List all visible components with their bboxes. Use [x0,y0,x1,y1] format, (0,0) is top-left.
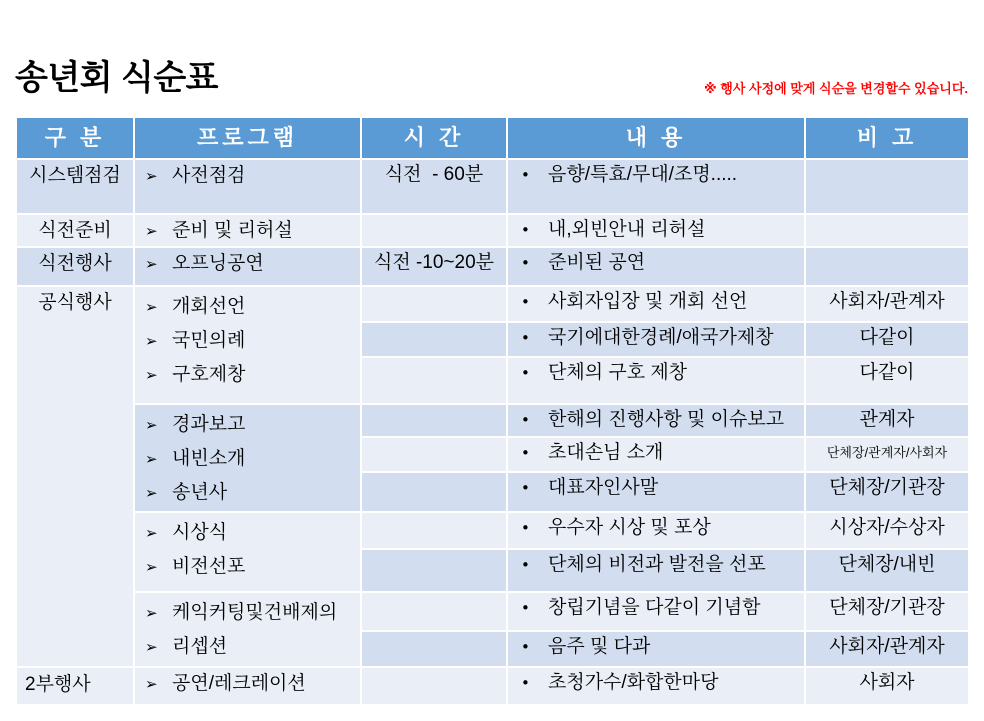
program-item [145,252,360,276]
bullet-icon: • [521,638,530,656]
content-text: 대표자인사말 [548,477,659,498]
bullet-icon: • [521,519,530,537]
time-cell [362,358,508,405]
bullet-icon: • [521,674,530,692]
content-cell [508,513,806,550]
content-cell [508,323,806,358]
program-label: 리셉션 [172,636,228,657]
content-cell [508,632,806,668]
program-label: 시상식 [172,522,228,543]
arrow-bullet-icon: ➢ [145,604,158,622]
program-item [145,630,360,664]
program-label: 사전점검 [172,165,246,186]
content-text: 국기에대한경례/애국가제창 [548,327,774,348]
content-cell [508,473,806,513]
header-section: 구 분 [17,118,135,160]
content-cell [508,438,806,473]
content-text: 단체의 비전과 발전을 선포 [548,554,766,575]
arrow-bullet-icon: ➢ [145,298,158,316]
program-label: 오프닝공연 [172,253,264,274]
program-cell [135,160,362,215]
content-cell [508,405,806,438]
arrow-bullet-icon: ➢ [145,255,158,273]
program-group [135,593,362,668]
program-item [145,672,360,696]
content-cell [508,358,806,405]
bullet-icon: • [521,293,530,311]
note-cell: 다같이 [806,358,968,405]
note-cell: 단체장/관계자/사회자 [806,438,968,473]
time-cell [362,473,508,513]
time-cell [362,405,508,438]
program-item [145,408,360,442]
page-title: 송년회 식순표 [15,59,219,97]
program-cell [135,248,362,287]
arrow-bullet-icon: ➢ [145,450,158,468]
note-cell: 단체장/기관장 [806,473,968,513]
content-cell [508,287,806,323]
header-content: 내 용 [508,118,806,160]
section-cell: 시스템점검 [17,160,135,215]
section-cell: 식전준비 [17,215,135,248]
content-text: 음주 및 다과 [548,636,651,657]
content-cell [508,215,806,248]
content-cell [508,668,806,706]
program-item [145,290,360,324]
arrow-bullet-icon: ➢ [145,366,158,384]
arrow-bullet-icon: ➢ [145,558,158,576]
bullet-icon: • [521,254,530,272]
content-text: 창립기념을 다같이 기념함 [548,597,761,618]
program-label: 국민의례 [172,330,246,351]
program-label: 구호제창 [172,364,246,385]
section-cell: 2부행사 [17,668,135,706]
header-note: 비 고 [806,118,968,160]
content-text: 내,외빈안내 리허설 [548,219,706,240]
content-text: 음향/특효/무대/조명..... [548,164,738,185]
program-group [135,405,362,513]
section-cell: 식전행사 [17,248,135,287]
program-item [145,550,360,584]
time-cell [362,593,508,632]
note-cell [806,215,968,248]
program-item [145,219,360,243]
header-time: 시 간 [362,118,508,160]
program-item [145,516,360,550]
program-cell [135,215,362,248]
arrow-bullet-icon: ➢ [145,675,158,693]
content-text: 한해의 진행사항 및 이슈보고 [548,409,785,430]
program-label: 송년사 [172,482,228,503]
program-label: 비전선포 [172,556,246,577]
content-cell [508,593,806,632]
time-cell [362,287,508,323]
content-text: 준비된 공연 [548,252,646,273]
time-cell [362,550,508,593]
time-cell [362,632,508,668]
program-label: 개회선언 [172,296,246,317]
program-item [145,358,360,392]
bullet-icon: • [521,411,530,429]
notice-text: ※ 행사 사정에 맞게 식순을 변경할수 있습니다. [704,81,968,96]
arrow-bullet-icon: ➢ [145,416,158,434]
arrow-bullet-icon: ➢ [145,524,158,542]
program-label: 준비 및 리허설 [172,220,293,241]
header-program: 프로그램 [135,118,362,160]
program-item [145,324,360,358]
program-label: 공연/레크레이션 [172,673,306,694]
program-item [145,164,360,188]
program-label: 내빈소개 [172,448,246,469]
note-cell: 다같이 [806,323,968,358]
bullet-icon: • [521,221,530,239]
time-cell: 식전 -10~20분 [362,248,508,287]
program-item [145,596,360,630]
arrow-bullet-icon: ➢ [145,484,158,502]
time-cell [362,513,508,550]
content-text: 초대손님 소개 [548,442,664,463]
arrow-bullet-icon: ➢ [145,638,158,656]
program-item [145,476,360,510]
bullet-icon: • [521,444,530,462]
content-cell [508,160,806,215]
note-cell: 시상자/수상자 [806,513,968,550]
content-text: 초청가수/화합한마당 [548,672,719,693]
note-cell [806,160,968,215]
note-cell: 관계자 [806,405,968,438]
note-cell: 사회자/관계자 [806,632,968,668]
program-group [135,513,362,593]
program-table [17,118,968,706]
content-text: 사회자입장 및 개회 선언 [548,291,748,312]
content-cell [508,248,806,287]
time-cell [362,668,508,706]
content-text: 우수자 시상 및 포상 [548,517,711,538]
program-label: 경과보고 [172,414,246,435]
note-cell: 사회자 [806,668,968,706]
program-cell [135,668,362,706]
bullet-icon: • [521,556,530,574]
arrow-bullet-icon: ➢ [145,167,158,185]
time-cell [362,323,508,358]
bullet-icon: • [521,329,530,347]
program-item [145,442,360,476]
program-label: 케익커팅및건배제의 [172,602,338,623]
bullet-icon: • [521,364,530,382]
time-cell: 식전 - 60분 [362,160,508,215]
note-cell: 단체장/내빈 [806,550,968,593]
content-cell [508,550,806,593]
arrow-bullet-icon: ➢ [145,222,158,240]
bullet-icon: • [521,599,530,617]
note-cell: 단체장/기관장 [806,593,968,632]
bullet-icon: • [521,166,530,184]
bullet-icon: • [521,479,530,497]
time-cell [362,438,508,473]
note-cell: 사회자/관계자 [806,287,968,323]
content-text: 단체의 구호 제창 [548,362,688,383]
arrow-bullet-icon: ➢ [145,332,158,350]
section-cell: 공식행사 [17,287,135,668]
program-group [135,287,362,405]
note-cell [806,248,968,287]
time-cell [362,215,508,248]
